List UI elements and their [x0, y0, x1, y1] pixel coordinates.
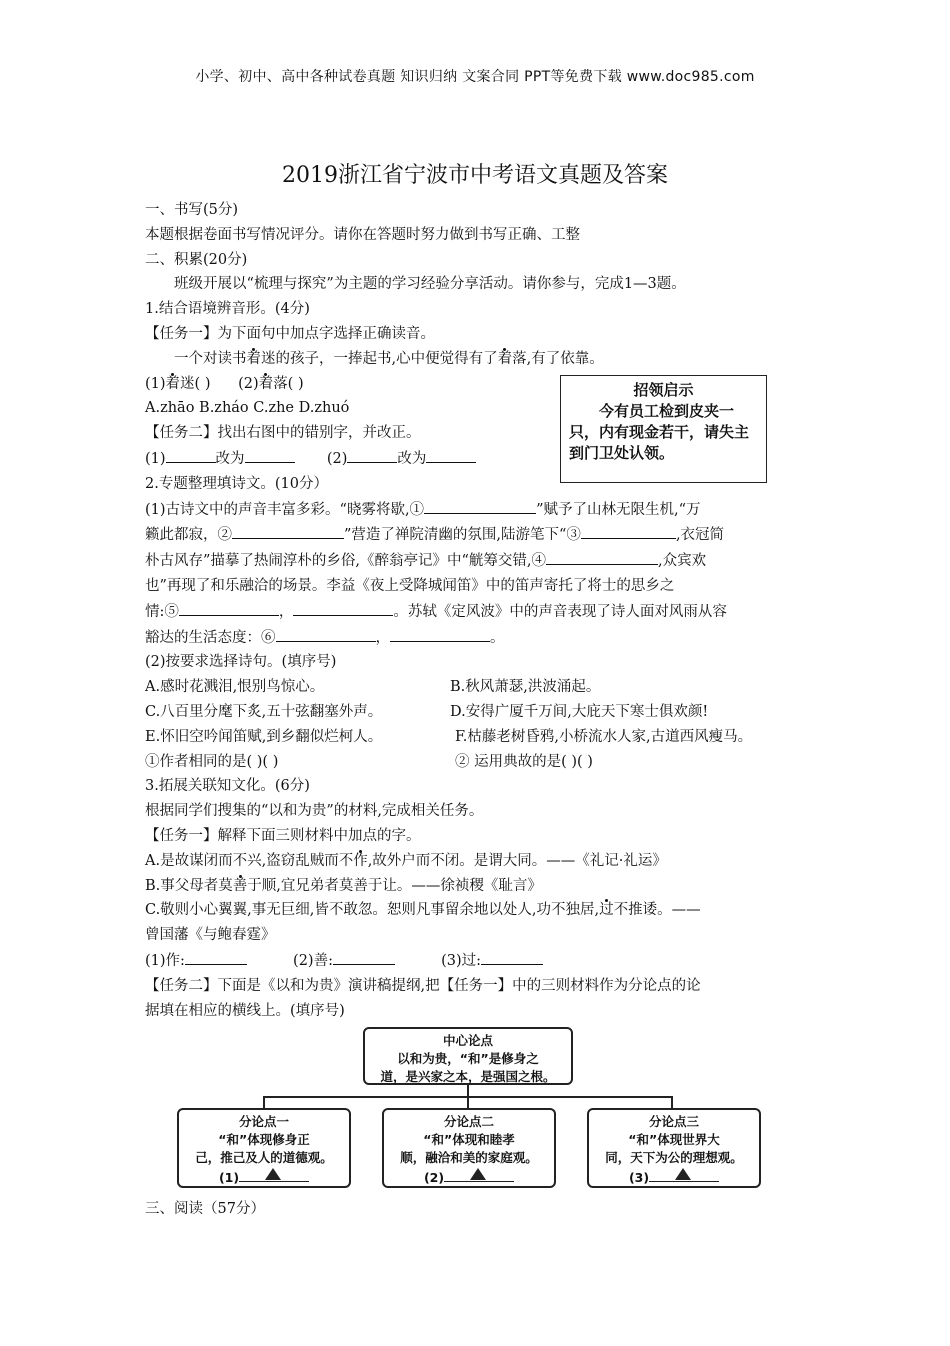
notice-body: 今有员工检到皮夹一只，内有现金若干，请失主到门卫处认领。 — [569, 402, 750, 462]
notice-title: 招领启示 — [633, 381, 694, 399]
q2-heading: 2.专题整理填诗文。(10分） — [145, 475, 328, 492]
q2-options-ef: E.怀旧空吟闻笛赋,到乡翻似烂柯人。 F.枯藤老树昏鸦,小桥流水人家,古道西风瘦马。 — [145, 728, 753, 745]
q1-heading: 1.结合语境辨音形。(4分) — [145, 301, 310, 318]
poem-blank-4[interactable] — [546, 548, 658, 565]
evidence-slot-1[interactable] — [239, 1167, 309, 1182]
page-header: 小学、初中、高中各种试卷真题 知识归纳 文案合同 PPT等免费下载 www.doc985.com — [195, 69, 755, 85]
section1-heading: 一、书写(5分) — [145, 202, 239, 218]
sub-argument-2-box: 分论点二 “和”体现和睦孝 顺，融洽和美的家庭观。 (2) — [382, 1108, 556, 1188]
section2-heading: 二、积累(20分) — [145, 251, 248, 268]
q3-answers: (1)作: (2)善: (3)过: — [145, 948, 815, 974]
q1-sentence: 一个对读书着迷的孩子，一捧起书,心中便觉得有了着落,有了依靠。 — [174, 350, 604, 367]
evidence-slot-3[interactable] — [649, 1167, 719, 1182]
connector-right — [671, 1096, 673, 1108]
q2-options-ab: A.感时花溅泪,恨别鸟惊心。 B.秋风萧瑟,洪波涌起。 — [145, 679, 601, 696]
q1-task2: 【任务二】找出右图中的错别字，并改正。 — [145, 425, 421, 442]
q1-options: (1)着迷( ) (2)着落( ) — [145, 375, 304, 392]
section3-heading: 三、阅读（57分） — [145, 1201, 265, 1217]
q3-intro: 根据同学们搜集的“以和为贵”的材料,完成相关任务。 — [145, 803, 484, 820]
fix2-right-blank[interactable] — [426, 446, 476, 463]
q3-material-b: B.事父母者莫善于顺,宜兄弟者莫善于让。——徐祯稷《耻言》 — [145, 877, 542, 894]
q3-task2-line2: 据填在相应的横线上。(填序号) — [145, 1002, 345, 1019]
outline-diagram — [175, 1027, 775, 1192]
section2-intro: 班级开展以“梳理与探究”为主题的学习经验分享活动。请你参与，完成1—3题。 — [174, 276, 686, 293]
poem-blank-2[interactable] — [232, 522, 344, 539]
answer-blank-2[interactable] — [333, 948, 395, 965]
q2-line3: 朴古风存”描摹了热闹淳朴的乡俗,《醉翁亭记》中“觥筹交错,④ ,众宾欢 — [145, 548, 815, 574]
poem-blank-3[interactable] — [581, 522, 676, 539]
poem-blank-5a[interactable] — [179, 599, 279, 616]
q3-task2-line1: 【任务二】下面是《以和为贵》演讲稿提纲,把【任务一】中的三则材料作为分论点的论 — [145, 977, 701, 994]
q3-material-a: A.是故谋闭而不兴,盗窃乱贼而不作,故外户而不闭。是谓大同。——《礼记·礼运》 — [145, 852, 667, 869]
q3-material-c: C.敬则小心翼翼,事无巨细,皆不敢忽。恕则凡事留余地以处人,功不独居,过不推诿。—— — [145, 902, 701, 919]
poem-blank-5b[interactable] — [293, 599, 393, 616]
q1-choices: A.zhāo B.zháo C.zhe D.zhuó — [145, 400, 350, 417]
connector-left — [263, 1096, 265, 1108]
sub-argument-3-box: 分论点三 “和”体现世界大 同，天下为公的理想观。 (3) — [587, 1108, 761, 1188]
poem-blank-1[interactable] — [424, 497, 536, 514]
triangle-icon — [675, 1168, 691, 1180]
answer-blank-3[interactable] — [481, 948, 543, 965]
triangle-icon — [470, 1168, 486, 1180]
q1-task1: 【任务一】为下面句中加点字选择正确读音。 — [145, 325, 435, 342]
q3-heading: 3.拓展关联知文化。(6分) — [145, 778, 310, 795]
fix1-wrong-blank[interactable] — [166, 446, 216, 463]
fix2-wrong-blank[interactable] — [347, 446, 397, 463]
q2-part2-heading: (2)按要求选择诗句。(填序号) — [145, 654, 337, 671]
q3-material-c-source: 曾国藩《与鲍春霆》 — [145, 927, 276, 944]
q1-fix-line: (1) 改为 (2) 改为 — [145, 446, 815, 472]
q2-line6: 豁达的生活态度：⑥ ， 。 — [145, 625, 815, 651]
sub-argument-1-box: 分论点一 “和”体现修身正 己，推己及人的道德观。 (1) — [177, 1108, 351, 1188]
q2-line2: 籁此都寂，② ”营造了禅院清幽的氛围,陆游笔下“③ ,衣冠简 — [145, 522, 815, 548]
lost-found-notice — [560, 375, 767, 483]
poem-blank-6b[interactable] — [390, 625, 490, 642]
exam-content — [145, 198, 815, 1023]
q2-asks: ①作者相同的是( )( ) ② 运用典故的是( )( ) — [145, 753, 593, 770]
q2-options-cd: C.八百里分麾下炙,五十弦翻塞外声。 D.安得广厦千万间,大庇天下寒士俱欢颜! — [145, 703, 709, 720]
q2-line4: 也”再现了和乐融洽的场景。李益《夜上受降城闻笛》中的笛声寄托了将士的思乡之 — [145, 577, 675, 594]
q3-task1: 【任务一】解释下面三则材料中加点的字。 — [145, 827, 421, 844]
connector-middle — [467, 1096, 469, 1108]
evidence-slot-2[interactable] — [444, 1167, 514, 1182]
q2-line5: 情:⑤ ， 。苏轼《定风波》中的声音表现了诗人面对风雨从容 — [145, 599, 815, 625]
poem-blank-6a[interactable] — [276, 625, 376, 642]
fix1-right-blank[interactable] — [245, 446, 295, 463]
q2-line1: (1)古诗文中的声音丰富多彩。“晓雾将歇,① ”赋予了山林无限生机,“万 — [145, 497, 815, 523]
page-title: 2019浙江省宁波市中考语文真题及答案 — [282, 163, 668, 188]
triangle-icon — [265, 1168, 281, 1180]
section1-text: 本题根据卷面书写情况评分。请你在答题时努力做到书写正确、工整 — [145, 226, 580, 243]
answer-blank-1[interactable] — [185, 948, 247, 965]
central-argument-box: 中心论点 以和为贵，“和”是修身之 道，是兴家之本，是强国之根。 — [363, 1027, 573, 1085]
